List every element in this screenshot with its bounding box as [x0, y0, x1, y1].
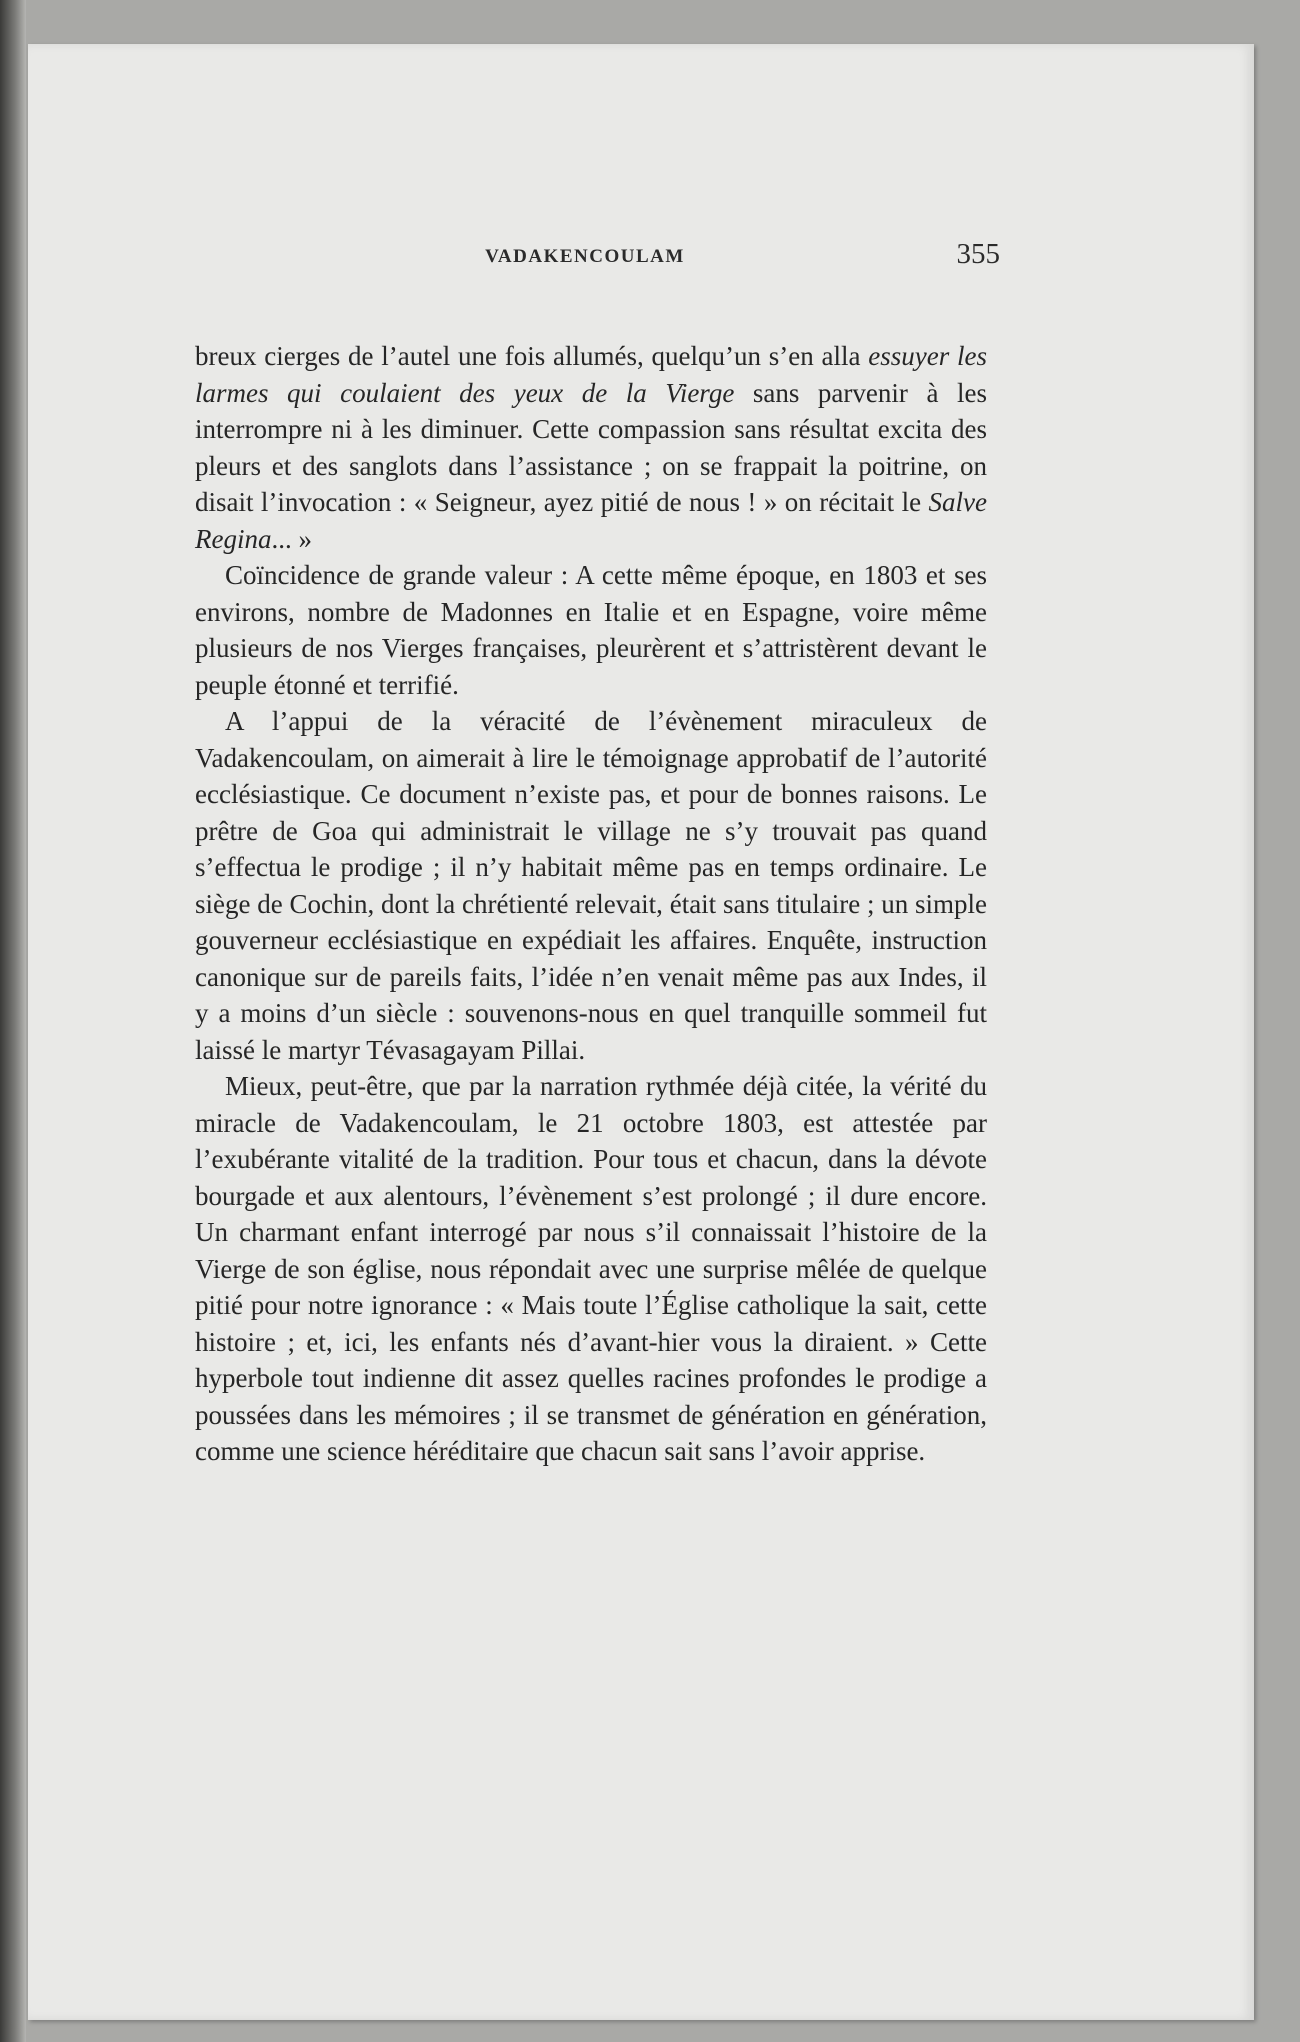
paragraph-4: Mieux, peut-être, que par la narration rythmée déjà citée, la vérité du miracle de Vadakencoulam, le 21 octobre 1803, est attestée par l’exubérante vitalité de la tradition. Pour tous et chacun, dans la dévote bourgade et aux alentours, l’évènement s’est prolongé ; il dure encore. Un charmant enfant interrogé par nous s’il connaissait l’histoire de la Vierge de son église, nous répondait avec une surprise mêlée de quelque pitié pour notre ignorance : « Mais toute l’Église catholique la sait, cette histoire ; et, ici, les enfants nés d’avant-hier vous la diraient. » Cette hyperbole tout indienne dit assez quelles racines profondes le prodige a poussées dans les mémoires ; il se transmet de génération en génération, comme une science héréditaire que chacun sait sans l’avoir apprise. [195, 1071, 987, 1466]
paragraph-1-text-b: sans parvenir à les interrompre ni à les diminuer. Cette compassion sans résultat excita des pleurs et des sanglots dans l’assistance ; on se frappait la poitrine, on disait l’invocation : « Seigneur, ayez pitié de nous ! » on récitait le [195, 377, 987, 517]
paragraph-3: A l’appui de la véracité de l’évènement miraculeux de Vadakencoulam, on aimerait à lire le témoignage approbatif de l’autorité ecclésiastique. Ce document n’existe pas, et pour de bonnes raisons. Le prêtre de Goa qui administrait le village ne s’y trouvait pas quand s’effectua le prodige ; il n’y habitait même pas en temps ordinaire. Le siège de Cochin, dont la chrétienté relevait, était sans titulaire ; un simple gouverneur ecclésiastique en expédiait les affaires. Enquête, instruction canonique sur de pareils faits, l’idée n’en venait même pas aux Indes, il y a moins d’un siècle : souvenons-nous en quel tranquille sommeil fut laissé le martyr Tévasagayam Pillai. [195, 706, 987, 1065]
paragraph-1-italic-a: essuyer les larmes qui coulaient des yeux de la Vierge [195, 341, 988, 408]
book-spine-edge [0, 0, 26, 2042]
body-text [195, 338, 987, 1470]
paragraph-1-italic-b: Salve Regina [195, 487, 987, 554]
paragraph-2: Coïncidence de grande valeur : A cette même époque, en 1803 et ses environs, nombre de Madonnes en Italie et en Espagne, voire même plusieurs de nos Vierges françaises, pleurèrent et s’attristèrent devant le peuple étonné et terrifié. [195, 560, 987, 700]
paragraph-1 [195, 338, 987, 557]
paragraph-1-text-a: breux cierges de l’autel une fois allumés, quelqu’un s’en alla [195, 341, 869, 371]
running-head [170, 238, 1000, 278]
paragraph-1-text-c: ... » [271, 523, 312, 554]
running-title: VADAKENCOULAM [485, 246, 685, 267]
page-number: 355 [956, 238, 1000, 270]
